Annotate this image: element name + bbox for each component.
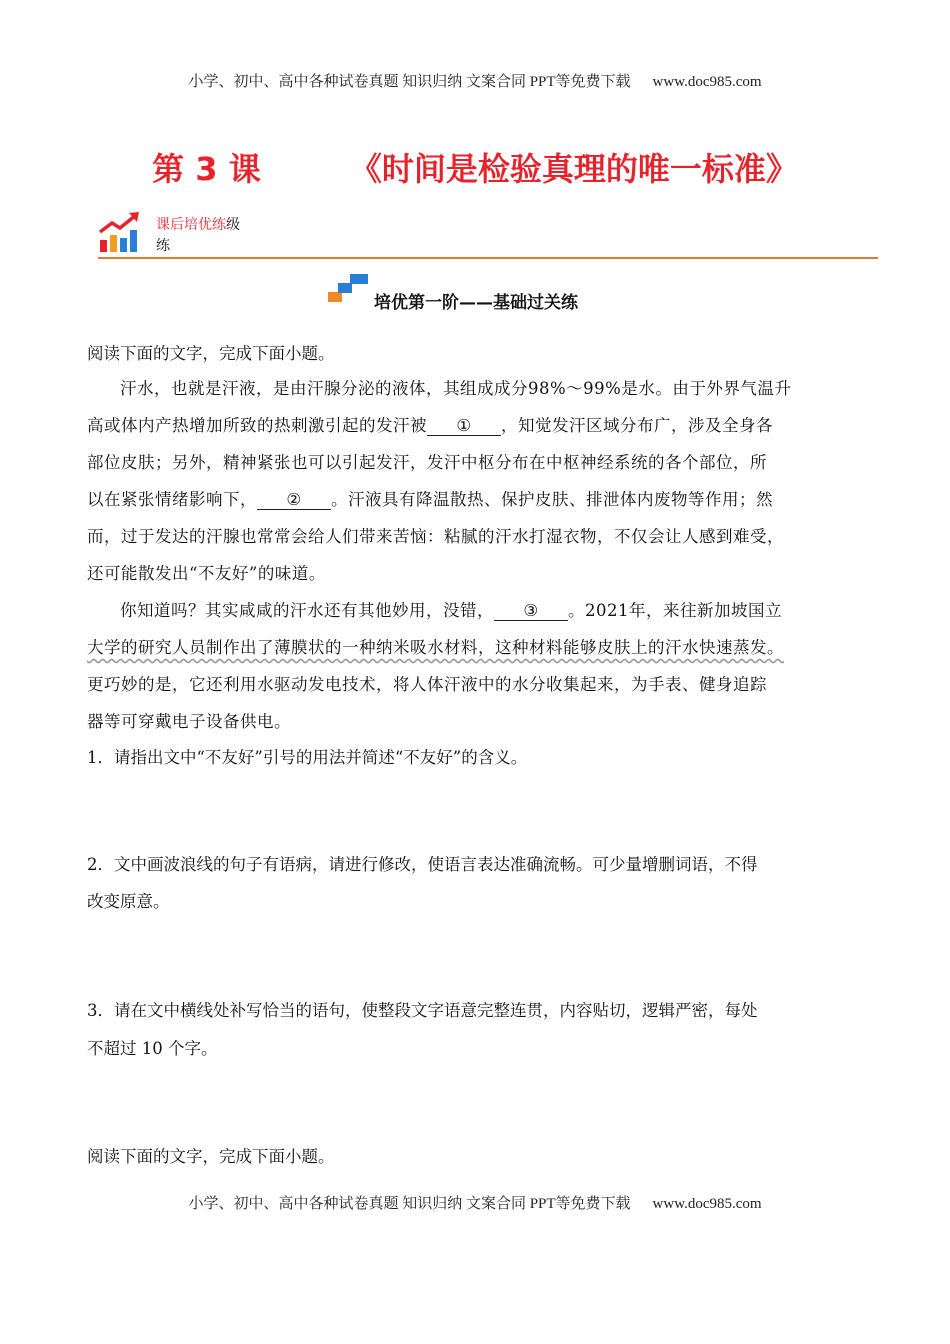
badge-red-text: 课后培优练: [156, 217, 226, 233]
footer-text: 小学、初中、高中各种试卷真题 知识归纳 文案合同 PPT等免费下载: [188, 1196, 631, 1212]
passage-line: [120, 597, 782, 621]
passage-text: 高或体内产热增加所致的热刺激引起的发汗被: [87, 416, 427, 435]
passage-text: ，知觉发汗区域分布广，涉及全身各: [501, 416, 773, 435]
divider: [98, 257, 878, 259]
wavy-sentence: 大学的研究人员制作出了薄膜状的一种纳米吸水材料，这种材料能够皮肤上的汗水快速蒸发。: [87, 638, 784, 657]
badge-black-text: 级: [226, 217, 240, 233]
passage-line: 还可能散发出“不友好”的味道。: [87, 564, 326, 583]
passage-line: 部位皮肤；另外，精神紧张也可以引起发汗，发汗中枢分布在中枢神经系统的各个部位，所: [87, 453, 767, 472]
badge-label-2: 练: [156, 238, 170, 254]
header-text: 小学、初中、高中各种试卷真题 知识归纳 文案合同 PPT等免费下载: [188, 74, 631, 90]
passage-line: 而，过于发达的汗腺也常常会给人们带来苦恼：粘腻的汗水打湿衣物，不仅会让人感到难受，: [87, 527, 784, 546]
question-3: 3．请在文中横线处补写恰当的语句，使整段文字语意完整连贯，内容贴切，逻辑严密，每处: [87, 1001, 758, 1020]
question-1: 1．请指出文中“不友好”引号的用法并简述“不友好”的含义。: [87, 748, 528, 767]
question-2: 2．文中画波浪线的句子有语病，请进行修改，使语言表达准确流畅。可少量增删词语，不得: [87, 855, 758, 874]
passage-line: 器等可穿戴电子设备供电。: [87, 712, 291, 731]
header-site[interactable]: www.doc985.com: [652, 74, 762, 90]
passage-line: [87, 486, 773, 510]
passage-text: 。2021年，来往新加坡国立: [568, 601, 782, 620]
footer-site[interactable]: www.doc985.com: [652, 1196, 762, 1212]
stairs-icon: [328, 274, 370, 304]
passage-line: 汗水，也就是汗液，是由汗腺分泌的液体，其组成成分98%～99%是水。由于外界气温升: [120, 379, 792, 398]
growth-chart-icon: [98, 210, 144, 254]
blank-2[interactable]: ②: [257, 491, 331, 510]
blank-3[interactable]: ③: [494, 602, 568, 621]
page-header: [0, 70, 950, 91]
blank-1[interactable]: ①: [427, 417, 501, 436]
reading-instruction: 阅读下面的文字，完成下面小题。: [87, 344, 335, 363]
passage-text: 。汗液具有降温散热、保护皮肤、排泄体内废物等作用；然: [331, 490, 773, 509]
passage-text: 你知道吗？其实咸咸的汗水还有其他妙用，没错，: [120, 601, 494, 620]
page-footer: [0, 1192, 950, 1213]
question-2-cont: 改变原意。: [87, 892, 170, 911]
question-3-cont: 不超过 10 个字。: [87, 1039, 218, 1058]
passage-text: 以在紧张情绪影响下，: [87, 490, 257, 509]
passage-line: 更巧妙的是，它还利用水驱动发电技术，将人体汗液中的水分收集起来，为手表、健身追踪: [87, 675, 767, 694]
lesson-title: 第 3 课 《时间是检验真理的唯一标准》: [152, 150, 798, 188]
reading-instruction-2: 阅读下面的文字，完成下面小题。: [87, 1147, 335, 1166]
badge-label: [156, 214, 240, 234]
passage-line: [87, 412, 773, 436]
section-title: 培优第一阶——基础过关练: [374, 293, 578, 313]
